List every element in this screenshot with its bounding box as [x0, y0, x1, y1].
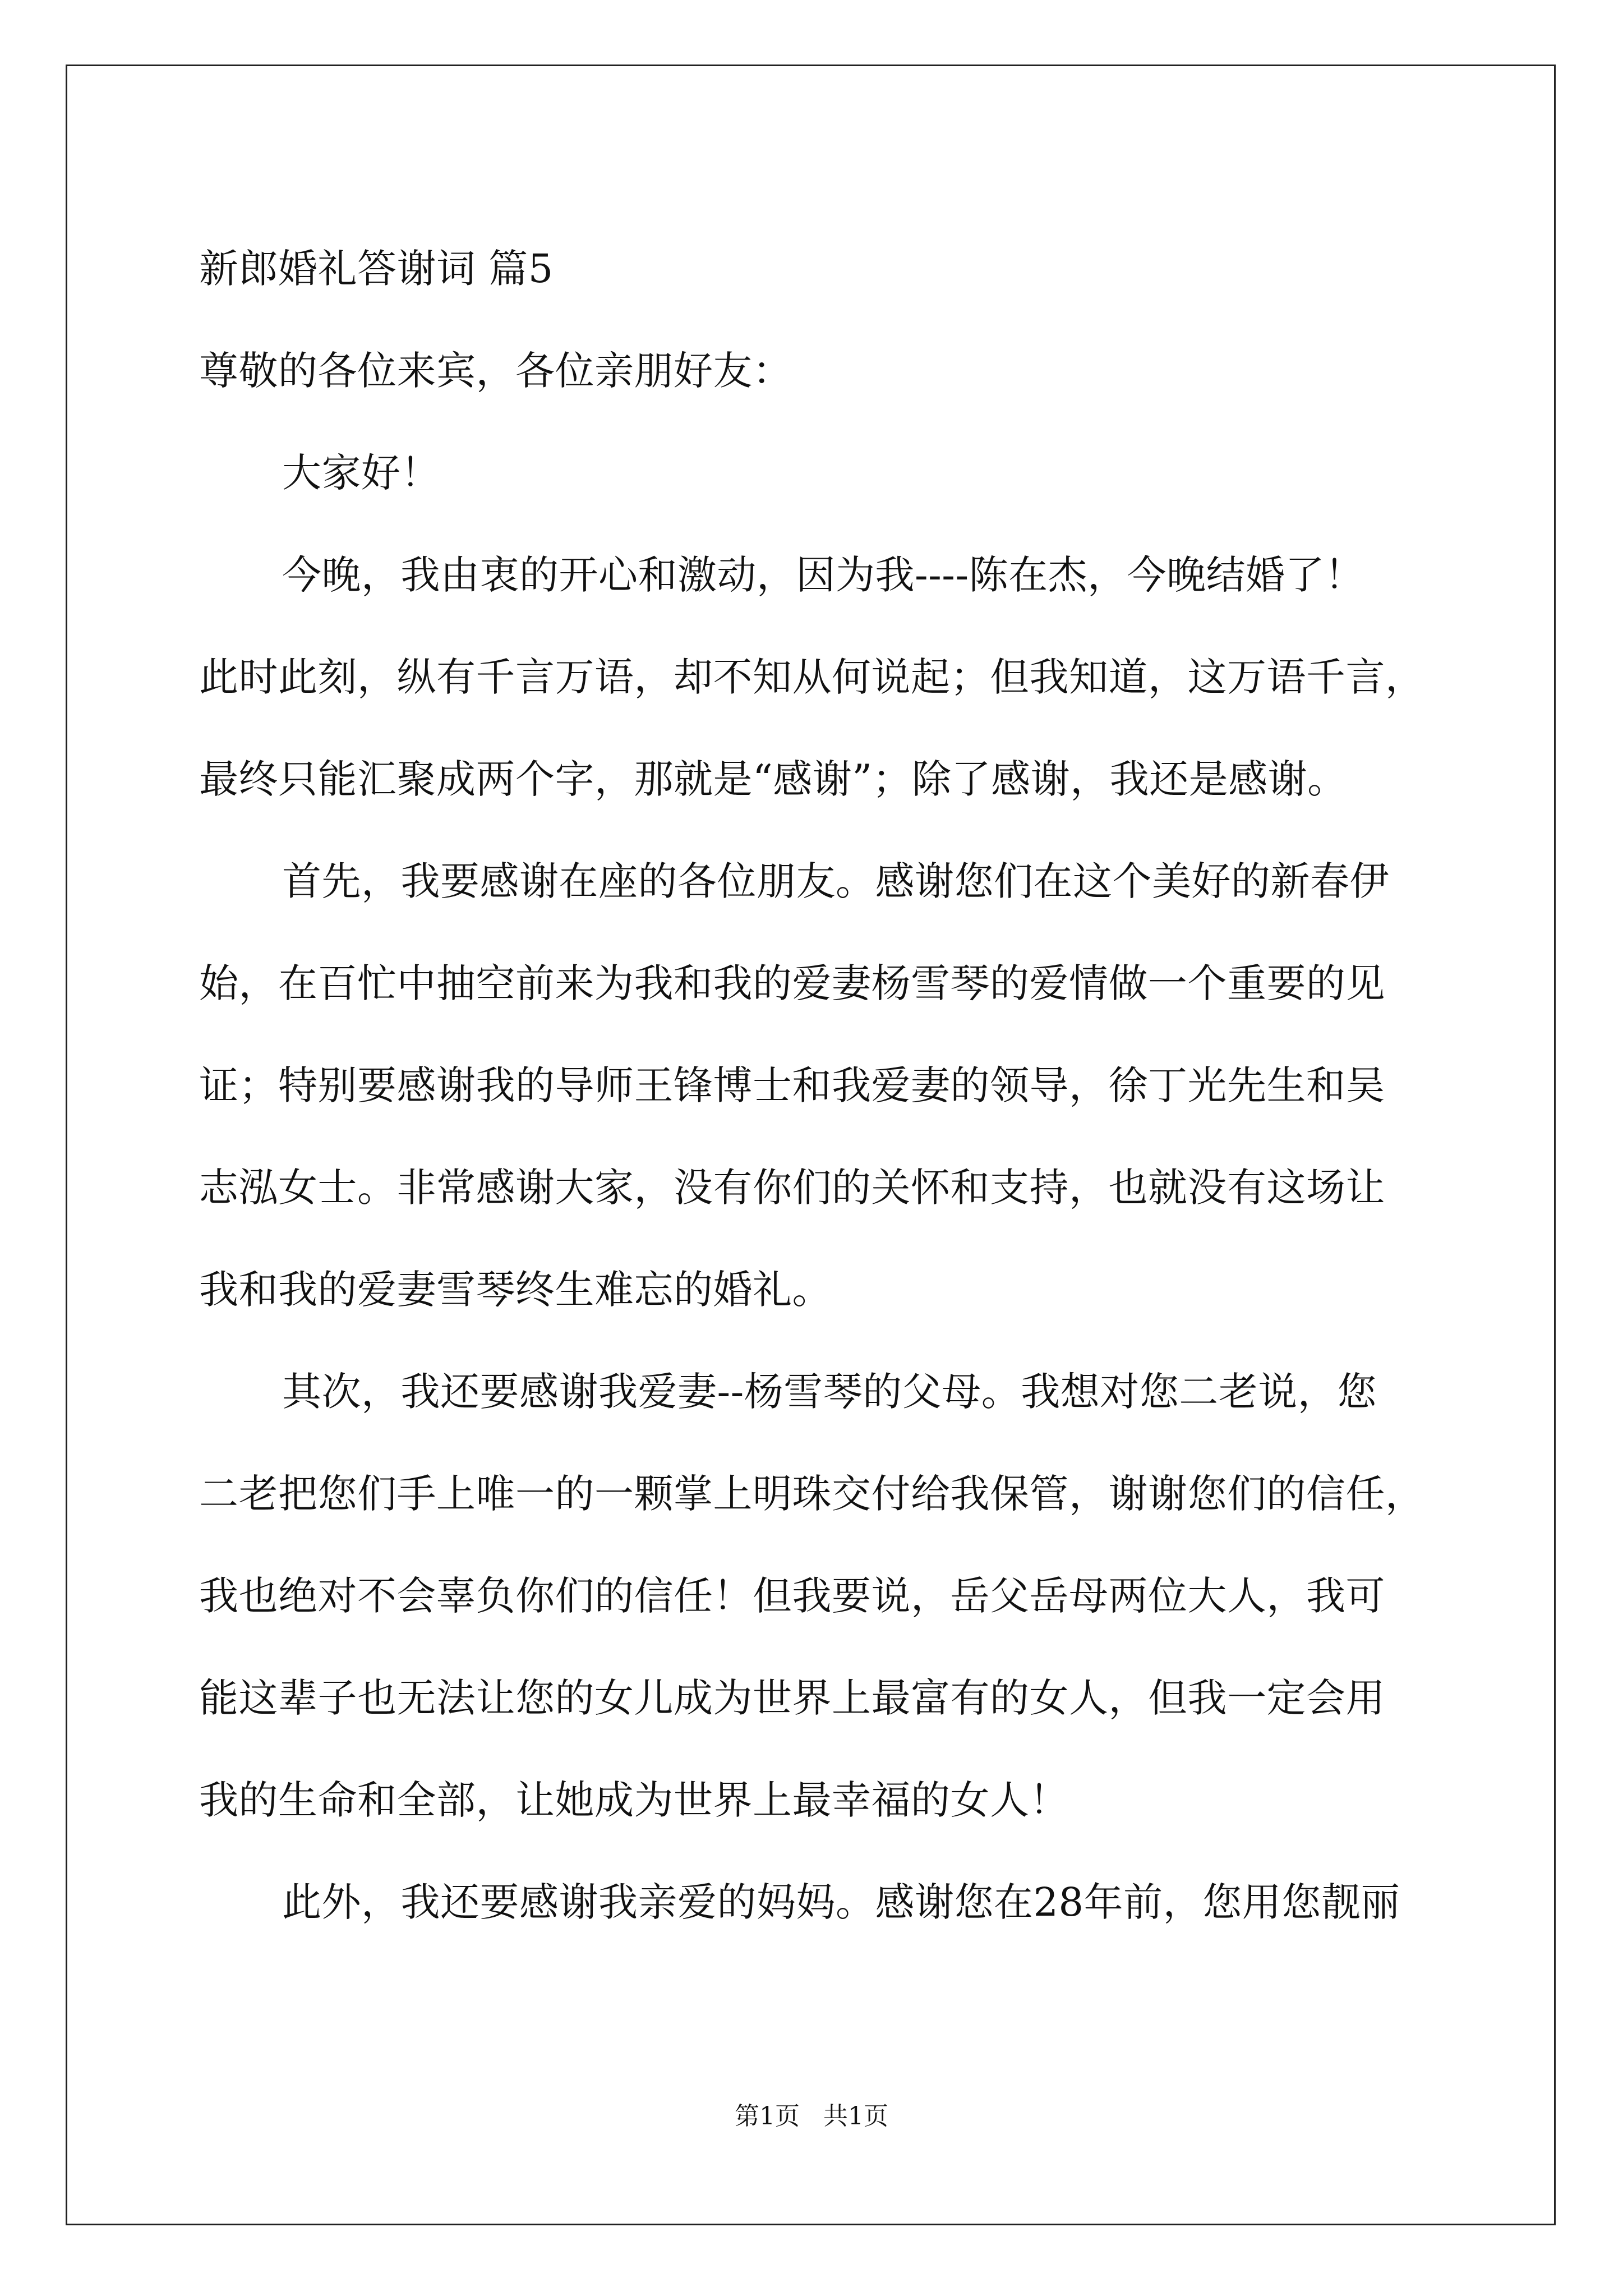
paragraph-line: 我的生命和全部，让她成为世界上最幸福的女人！ [199, 1777, 1069, 1823]
paragraph-line: 此外，我还要感谢我亲爱的妈妈。感谢您在28年前，您用您靓丽 [282, 1879, 1400, 1925]
paragraph-line: 志泓女士。非常感谢大家，没有你们的关怀和支持，也就没有这场让 [199, 1165, 1385, 1211]
greeting-line: 大家好！ [282, 450, 440, 496]
paragraph-line: 我和我的爱妻雪琴终生难忘的婚礼。 [199, 1267, 832, 1313]
paragraph-line: 首先，我要感谢在座的各位朋友。感谢您们在这个美好的新春伊 [282, 858, 1389, 904]
paragraph-line: 此时此刻，纵有千言万语，却不知从何说起；但我知道，这万语千言， [199, 654, 1425, 700]
paragraph-line: 二老把您们手上唯一的一颗掌上明珠交付给我保管，谢谢您们的信任， [199, 1471, 1425, 1517]
paragraph-line: 能这辈子也无法让您的女儿成为世界上最富有的女人，但我一定会用 [199, 1675, 1385, 1721]
paragraph-line: 始，在百忙中抽空前来为我和我的爱妻杨雪琴的爱情做一个重要的见 [199, 960, 1385, 1006]
paragraph-line: 今晚，我由衷的开心和激动，因为我----陈在杰，今晚结婚了！ [282, 552, 1364, 598]
salutation-line: 尊敬的各位来宾，各位亲朋好友： [199, 348, 792, 394]
paragraph-line: 证；特别要感谢我的导师王锋博士和我爱妻的领导，徐丁光先生和吴 [199, 1062, 1385, 1108]
paragraph-line: 其次，我还要感谢我爱妻--杨雪琴的父母。我想对您二老说，您 [282, 1369, 1377, 1415]
paragraph-line: 我也绝对不会辜负你们的信任！但我要说，岳父岳母两位大人，我可 [199, 1573, 1385, 1619]
page-footer: 第1页 共1页 [735, 2102, 888, 2131]
paragraph-line: 最终只能汇聚成两个字，那就是“感谢”；除了感谢，我还是感谢。 [199, 756, 1347, 802]
document-title: 新郎婚礼答谢词 篇5 [199, 246, 554, 292]
document-body [199, 218, 1433, 1953]
